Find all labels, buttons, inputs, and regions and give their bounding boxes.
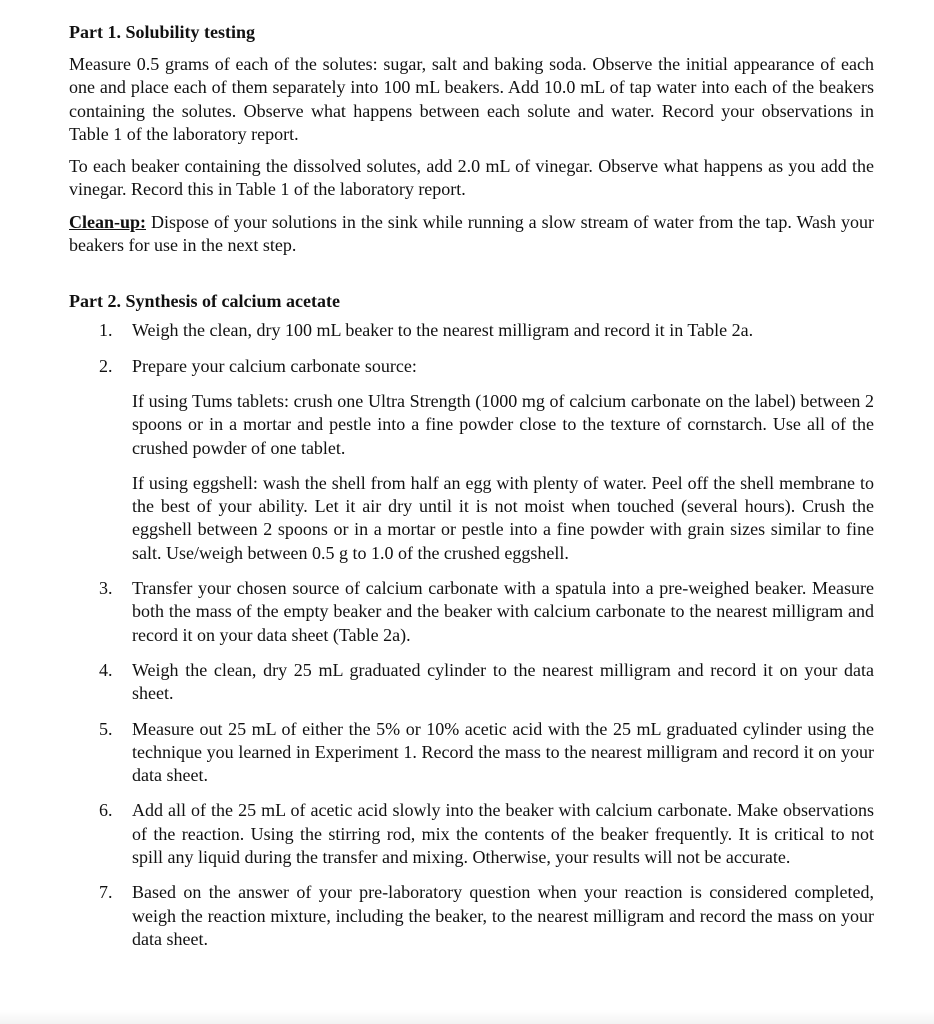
- part1-cleanup-paragraph: [69, 211, 874, 258]
- step-number: 1.: [99, 320, 113, 341]
- procedure-steps-list: [69, 319, 874, 951]
- step-1: [69, 319, 874, 342]
- step-3: [69, 577, 874, 647]
- step-6: [69, 799, 874, 869]
- step-text: Based on the answer of your pre-laboratory question when your reaction is considered completed, weigh the reaction mixture, including the beaker, to the nearest milligram and record the mass on your data sheet.: [132, 882, 874, 949]
- step-number: 3.: [99, 578, 113, 599]
- part1-paragraph-measure: Measure 0.5 grams of each of the solutes: sugar, salt and baking soda. Observe the initial appearance of each one and place each of them separately into 100 mL beakers. Add 10.0 mL of tap water into each of the beakers containing the solutes. Observe what happens between each solute and water. Record your observations in Table 1 of the laboratory report.: [69, 54, 874, 144]
- step-text: Weigh the clean, dry 25 mL graduated cylinder to the nearest milligram and record it on your data sheet.: [132, 659, 874, 704]
- step-number: 5.: [99, 718, 113, 739]
- part2-heading: Part 2. Synthesis of calcium acetate: [69, 291, 340, 312]
- step-number: 4.: [99, 659, 113, 680]
- step-number: 2.: [99, 355, 113, 376]
- part1-heading: Part 1. Solubility testing: [69, 22, 256, 42]
- step-number: 7.: [99, 882, 113, 903]
- part1-paragraph-vinegar: To each beaker containing the dissolved solutes, add 2.0 mL of vinegar. Observe what happens as you add the vinegar. Record this in Table 1 of the laboratory report.: [69, 156, 874, 200]
- step-4: [69, 659, 874, 706]
- step-2-eggshell-option: If using eggshell: wash the shell from half an egg with plenty of water. Peel off the shell membrane to the best of your ability. Let it air dry until it is not moist when touched (several hours). Crush the eggshell between 2 spoons or in a mortar or pestle into a fine powder with grain sizes similar to fine salt. Use/weigh between 0.5 g to 1.0 of the crushed eggshell.: [132, 472, 874, 563]
- step-number: 6.: [99, 800, 113, 821]
- step-text: Transfer your chosen source of calcium carbonate with a spatula into a pre-weighed beaker. Measure both the mass of the empty beaker and the beaker with calcium carbonate to the nearest milligram and record it on your data sheet (Table 2a).: [132, 578, 874, 645]
- step-text: Prepare your calcium carbonate source:: [132, 355, 417, 376]
- cleanup-text: Dispose of your solutions in the sink while running a slow stream of water from the tap. Wash your beakers for use in the next step.: [69, 211, 874, 256]
- step-text: Add all of the 25 mL of acetic acid slowly into the beaker with calcium carbonate. Make observations of the reaction. Using the stirring rod, mix the contents of the beaker frequently. It is critical to not spill any liquid during the transfer and mixing. Otherwise, your results will not be accurate.: [132, 800, 874, 868]
- step-text: Measure out 25 mL of either the 5% or 10% acetic acid with the 25 mL graduated cylinder using the technique you learned in Experiment 1. Record the mass to the nearest milligram and record it on your data sheet.: [132, 718, 874, 786]
- step-5: [69, 718, 874, 788]
- step-2-tums-option: If using Tums tablets: crush one Ultra Strength (1000 mg of calcium carbonate on the label) between 2 spoons or in a mortar and pestle into a fine powder close to the texture of cornstarch. Use all of the crushed powder of one tablet.: [132, 390, 874, 458]
- cleanup-label: Clean-up:: [69, 211, 147, 232]
- step-2: [69, 355, 874, 565]
- step-text: Weigh the clean, dry 100 mL beaker to the nearest milligram and record it in Table 2a.: [132, 320, 754, 341]
- step-7: [69, 881, 874, 951]
